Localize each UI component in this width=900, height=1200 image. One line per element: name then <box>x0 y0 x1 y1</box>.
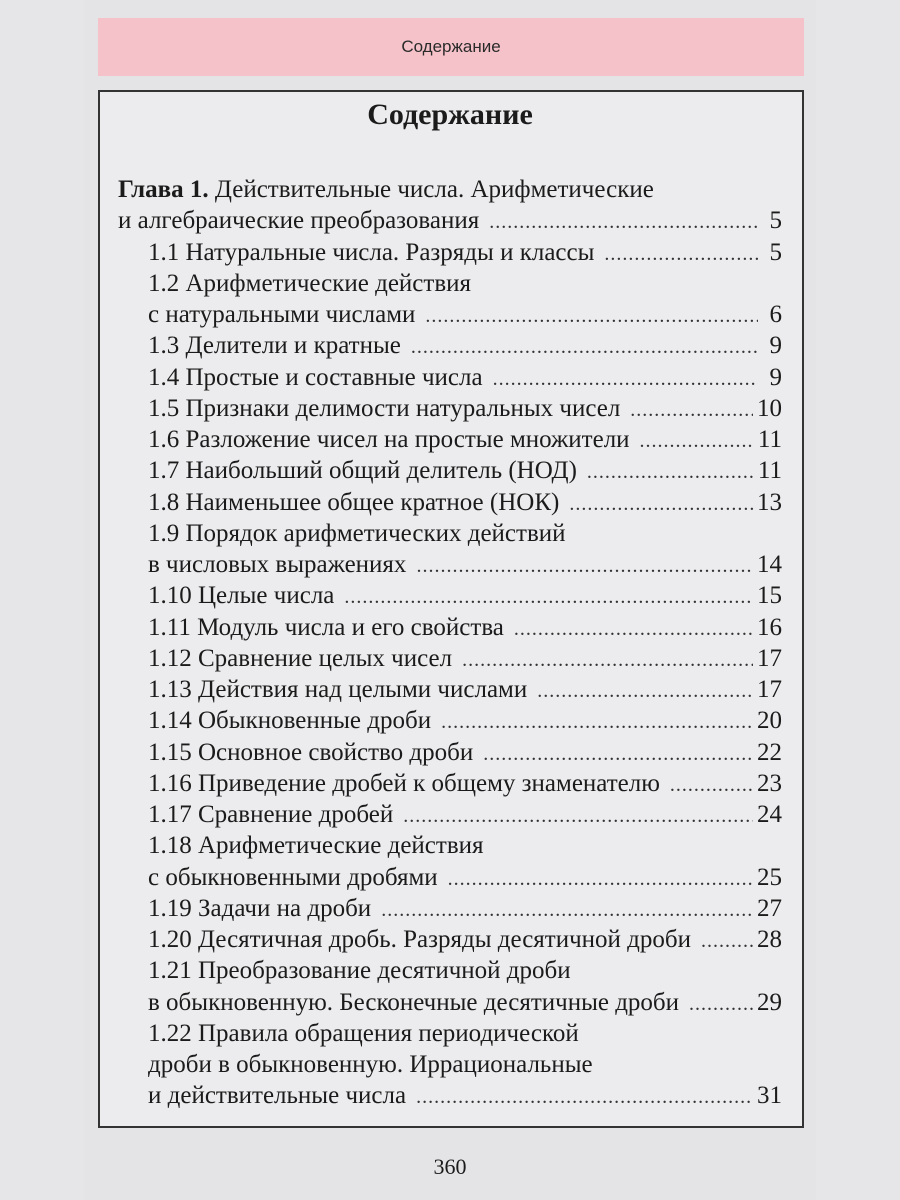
toc-entry[interactable] <box>148 361 782 395</box>
page-ref: 17 <box>757 644 782 672</box>
toc-entry[interactable] <box>148 923 782 957</box>
chapter-entry[interactable] <box>118 204 782 238</box>
dot-leader <box>448 862 753 896</box>
toc-entry[interactable] <box>148 986 782 1020</box>
toc-entry[interactable] <box>148 236 782 270</box>
toc-entry-text: в обыкновенную. Бесконечные десятичные дроби <box>148 988 680 1016</box>
page-ref: 10 <box>757 394 782 422</box>
toc-entry-text: 1.12 Сравнение целых чисел <box>148 644 453 672</box>
toc-entry-text: 1.10 Целые числа <box>148 582 335 610</box>
page-number: 360 <box>433 1154 467 1179</box>
dot-leader <box>670 768 753 802</box>
toc-entry-line <box>148 954 782 988</box>
dot-leader <box>344 580 753 614</box>
dot-leader <box>701 924 753 958</box>
toc-entry[interactable] <box>148 579 782 613</box>
chapter-title: Действительные числа. Арифметические <box>214 176 654 203</box>
toc-entry-line-text: 1.2 Арифметические действия <box>148 269 472 297</box>
page-ref: 5 <box>769 207 782 235</box>
toc-entry[interactable] <box>148 548 782 582</box>
toc-entry-text: 1.8 Наименьшее общее кратное (НОК) <box>148 488 560 516</box>
dot-leader <box>411 330 758 364</box>
dot-leader <box>689 987 753 1021</box>
dot-leader <box>381 893 753 927</box>
toc-entry[interactable] <box>148 423 782 457</box>
toc-entry-text: 1.17 Сравнение дробей <box>148 801 394 828</box>
toc-entry-text: 1.7 Наибольший общий делитель (НОД) <box>148 457 577 485</box>
toc-entry[interactable] <box>148 298 782 332</box>
toc-entry[interactable] <box>148 454 782 488</box>
toc-entry-line-text: 1.9 Порядок арифметических действий <box>148 519 566 547</box>
page-ref: 6 <box>769 301 782 328</box>
toc-entry[interactable] <box>148 704 782 738</box>
page-ref: 14 <box>757 551 782 578</box>
toc-entry-text: 1.14 Обыкновенные дроби <box>148 707 432 735</box>
toc-entry-line <box>148 829 782 863</box>
running-header-text: Содержание <box>401 37 501 56</box>
dot-leader <box>403 799 753 833</box>
dot-leader <box>416 1080 753 1114</box>
page-ref: 24 <box>757 801 782 828</box>
toc-entry-line-text: 1.18 Арифметические действия <box>148 832 484 860</box>
toc-entry-text: с обыкновенными дробями <box>148 863 438 891</box>
page-ref: 23 <box>757 769 782 797</box>
toc-entry-line <box>148 1048 782 1082</box>
dot-leader <box>416 549 753 583</box>
toc-entry-text: 1.6 Разложение чисел на простые множители <box>148 426 630 453</box>
dot-leader <box>462 643 753 677</box>
page-ref: 25 <box>757 863 782 891</box>
dot-leader <box>493 362 758 396</box>
toc-entry-text: 1.13 Действия над целыми числами <box>148 676 528 703</box>
toc-entry[interactable] <box>148 1079 782 1113</box>
chapter-label: Глава 1. <box>118 176 209 203</box>
page-ref: 17 <box>757 676 782 703</box>
toc-entry-line-text: дроби в обыкновенную. Иррациональные <box>148 1051 593 1078</box>
toc-entry-text: 1.20 Десятичная дробь. Разряды десятичной дроби <box>148 926 691 953</box>
toc-entry[interactable] <box>148 673 782 707</box>
dot-leader <box>604 237 758 271</box>
dot-leader <box>441 705 753 739</box>
page-ref: 11 <box>757 426 782 453</box>
page-ref: 20 <box>757 707 782 735</box>
toc-entry[interactable] <box>148 642 782 676</box>
toc-entry[interactable] <box>148 767 782 801</box>
page-ref: 31 <box>757 1082 782 1110</box>
chapter-heading <box>118 173 782 207</box>
toc-entry[interactable] <box>148 486 782 520</box>
dot-leader <box>630 393 753 427</box>
dot-leader <box>537 674 753 708</box>
page-ref: 5 <box>769 238 782 266</box>
page-ref: 11 <box>757 457 782 485</box>
page-ref: 13 <box>757 488 782 516</box>
dot-leader <box>514 612 753 646</box>
dot-leader <box>489 205 758 239</box>
toc-entry-text: 1.16 Приведение дробей к общему знаменателю <box>148 769 660 797</box>
page-ref: 27 <box>757 894 782 922</box>
toc-entry-line-text: 1.21 Преобразование десятичной дроби <box>148 957 571 985</box>
toc-entry-text: 1.11 Модуль числа и его свойства <box>148 613 504 641</box>
page-ref: 28 <box>757 926 782 953</box>
toc-entry-text: 1.5 Признаки делимости натуральных чисел <box>148 394 621 422</box>
toc-entry-text: и действительные числа <box>148 1082 407 1110</box>
page-ref: 16 <box>757 613 782 641</box>
dot-leader <box>425 299 758 333</box>
page-ref: 9 <box>769 363 782 391</box>
chapter-entry-text: и алгебраические преобразования <box>118 207 480 235</box>
page-ref: 29 <box>757 988 782 1016</box>
toc-entry-text: с натуральными числами <box>148 301 416 328</box>
dot-leader <box>569 487 753 521</box>
toc-entry-line-text: 1.22 Правила обращения периодической <box>148 1019 579 1047</box>
toc-entry-text: 1.3 Делители и кратные <box>148 332 401 360</box>
toc-entry[interactable] <box>148 892 782 926</box>
page-ref: 22 <box>757 738 782 766</box>
toc-entry[interactable] <box>148 736 782 770</box>
toc-entry-text: 1.19 Задачи на дроби <box>148 894 372 922</box>
toc-entry[interactable] <box>148 392 782 426</box>
toc-entry-line <box>148 267 782 301</box>
toc-entry[interactable] <box>148 798 782 832</box>
toc-entry-text: 1.15 Основное свойство дроби <box>148 738 474 766</box>
toc-entry-line <box>148 1017 782 1051</box>
toc-entry-text: 1.1 Натуральные числа. Разряды и классы <box>148 238 595 266</box>
toc-entry-text: 1.4 Простые и составные числа <box>148 363 483 391</box>
dot-leader <box>587 455 754 489</box>
page-ref: 9 <box>769 332 782 360</box>
toc-entry[interactable] <box>148 861 782 895</box>
toc-entry[interactable] <box>148 611 782 645</box>
page-ref: 15 <box>757 582 782 610</box>
dot-leader <box>640 424 754 458</box>
running-header <box>98 18 804 76</box>
toc-entry[interactable] <box>148 329 782 363</box>
toc-entry-text: в числовых выражениях <box>148 551 407 578</box>
dot-leader <box>483 737 753 771</box>
toc-entry-line <box>148 517 782 551</box>
contents-title: Содержание <box>367 98 533 131</box>
